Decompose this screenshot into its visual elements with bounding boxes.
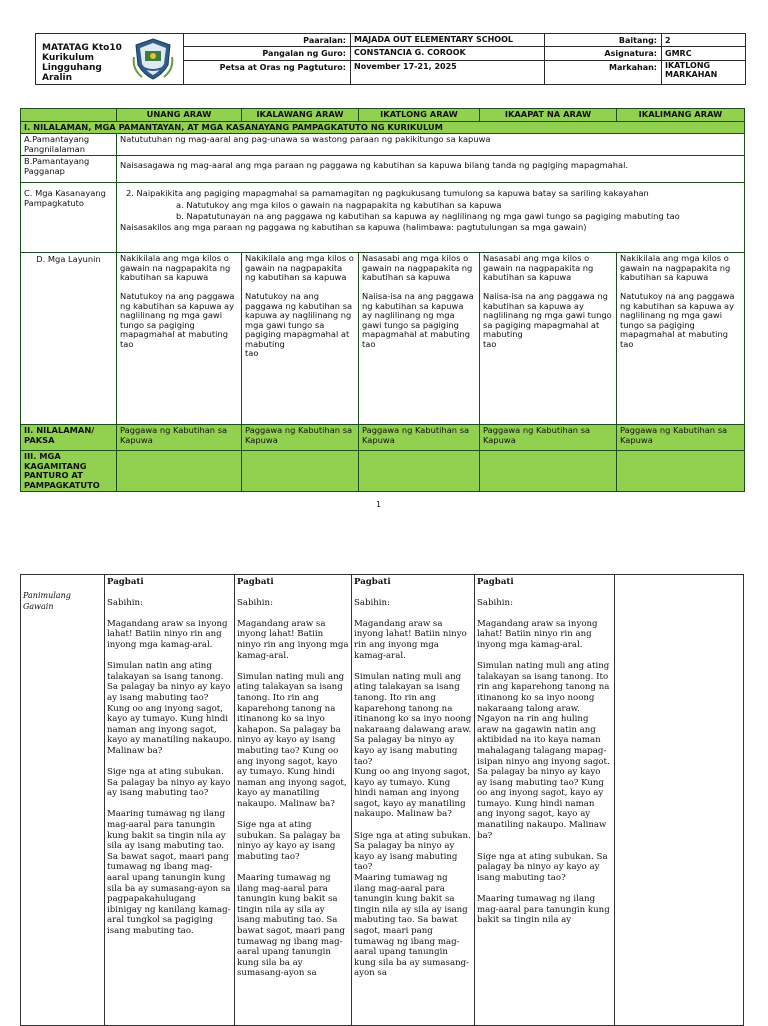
objective-day2: Nakikilala ang mga kilos o gawain na nagpapakita ng kabutihan sa kapuwa Natutukoy na ang paggawa ng kabutihan sa kapuwa ay naglilinang ng mga gawi tungo sa pagiging mapagmahal at mabuting tao xyxy=(242,253,359,425)
divider xyxy=(183,60,745,61)
divider xyxy=(661,34,662,84)
activity-heading: Pagbati xyxy=(354,577,391,587)
materials-day3 xyxy=(359,451,480,492)
day-header: IKAAPAT NA ARAW xyxy=(480,109,617,122)
row-label: C. Mga Kasanayang Pampagkatuto xyxy=(21,183,117,253)
divider xyxy=(350,34,351,84)
header-box xyxy=(35,33,746,85)
corner-cell xyxy=(21,109,117,122)
materials-day5 xyxy=(617,451,745,492)
activity-text-day4: Sabihin: Magandang araw sa inyong lahat! Batiin ninyo rin ang inyong mga kamag-aral. Simulan nating muli ang ating talakayan sa isang tanong. Ito rin ang kaparehong tanong na itinanong ko sa inyo noong nakaraang talong araw. Ngayon na rin ang huling araw na gagawin natin ang aktibidad na ito kaya naman mahalagang talagang mapag-isipan ninyo ang inyong sagot. Sa palagay ba ninyo ay kayo ay isang mabuting tao? Kung oo ang inyong sagot, kayo ay tumayo. Kung hindi naman ang inyong sagot, kayo ay manatiling nakaupo. Malinaw ba? Sige nga at ating subukan. Sa palagay ba ninyo ay kayo ay isang mabuting tao? Maaring tumawag ng ilang mag-aaral para tanungin kung bakit sa tingin nila ay xyxy=(477,597,610,926)
activity-day3 xyxy=(352,575,475,1026)
content-standard: Natututuhan ng mag-aaral ang pag-unawa sa wastong paraan ng pakikitungo sa kapuwa xyxy=(117,134,745,156)
activity-day4 xyxy=(475,575,615,1026)
quarter-value: IKATLONG MARKAHAN xyxy=(665,61,718,79)
activity-stage-label: Panimulang Gawain xyxy=(23,591,71,611)
grade-value: 2 xyxy=(665,36,671,45)
day-header: IKALIMANG ARAW xyxy=(617,109,745,122)
row-label: A.Pamantayang Pangnilalaman xyxy=(21,134,117,156)
quarter-label: Markahan: xyxy=(608,63,657,72)
section-one-heading: I. NILALAMAN, MGA PAMANTAYAN, AT MGA KASANAYANG PAMPAGKATUTO NG KURIKULUM xyxy=(21,121,745,134)
school-label: Paaralan: xyxy=(303,36,346,45)
subject-label: Asignatura: xyxy=(604,49,657,58)
divider xyxy=(544,34,545,84)
materials-day4 xyxy=(480,451,617,492)
divider xyxy=(183,46,745,47)
row-label: B.Pamantayang Pagganap xyxy=(21,156,117,183)
learning-competencies xyxy=(117,183,745,253)
materials-day1 xyxy=(117,451,242,492)
objective-day1: Nakikilala ang mga kilos o gawain na nagpapakita ng kabutihan sa kapuwa Natutukoy na ang paggawa ng kabutihan sa kapuwa ay naglilinang ng mga gawi tungo sa pagiging mapagmahal at mabuting tao xyxy=(117,253,242,425)
activity-heading: Pagbati xyxy=(237,577,274,587)
materials-day2 xyxy=(242,451,359,492)
activity-text-day2: Sabihin: Magandang araw sa inyong lahat! Batiin ninyo rin ang inyong mga kamag-aral. Simulan nating muli ang ating talakayan sa isang tanong. Ito rin ang kaparehong tanong na itinanong ko sa inyo kahapon. Sa palagay ba ninyo ay kayo ay isang mabuting tao? Kung oo ang inyong sagot, kayo ay tumayo. Kung hindi naman ang inyong sagot, kayo ay manatiling nakaupo. Malinaw ba? Sige nga at ating subukan. Sa palagay ba ninyo ay kayo ay isang mabuting tao? Maaring tumawag ng ilang mag-aaral para tanungin kung bakit sa tingin nila ay sila ay isang mabuting tao. Sa bawat sagot, maari pang tumawag ng ibang mag-aaral upang tanungin kung sila ba ay sumasang-ayon sa xyxy=(237,597,349,979)
competency-main: 2. Naipakikita ang pagiging mapagmahal sa pamamagitan ng pagkukusang tumulong sa kapuwa batay sa sariling kakayahan xyxy=(126,188,649,198)
activity-day2 xyxy=(235,575,352,1026)
page-number: 1 xyxy=(376,500,382,509)
date-label: Petsa at Oras ng Pagtuturo: xyxy=(219,63,346,72)
divider xyxy=(183,34,184,84)
subject-value: GMRC xyxy=(665,49,692,58)
performance-standard: Naisasagawa ng mag-aaral ang mga paraan ng paggawa ng kabutihan sa kapuwa bilang tanda ng pagiging mapagmahal. xyxy=(117,156,745,183)
topic-day5: Paggawa ng Kabutihan sa Kapuwa xyxy=(617,425,745,451)
teacher-label: Pangalan ng Guro: xyxy=(262,49,346,58)
activity-heading: Pagbati xyxy=(477,577,514,587)
teacher-value: CONSTANCIA G. COROOK xyxy=(354,48,466,57)
objective-day5: Nakikilala ang mga kilos o gawain na nagpapakita ng kabutihan sa kapuwa Natutukoy na ang paggawa ng kabutihan sa kapuwa ay naglilinang ng mga gawi tungo sa pagiging mapagmahal at mabuting tao xyxy=(617,253,745,425)
objective-day3: Nasasabi ang mga kilos o gawain na nagpapakita ng kabutihan sa kapuwa Naiisa-isa na ang paggawa ng kabutihan sa kapuwa ay naglilinang ng mga gawi tungo sa pagiging mapagmahal at mabuting tao xyxy=(359,253,480,425)
activity-day5 xyxy=(615,575,744,1026)
day-header: UNANG ARAW xyxy=(117,109,242,122)
competency-c: Naisasakilos ang mga paraan ng paggawa ng kabutihan sa kapuwa (halimbawa: pagtutulungan sa mga gawain) xyxy=(120,221,587,232)
topic-day1: Paggawa ng Kabutihan sa Kapuwa xyxy=(117,425,242,451)
topic-day2: Paggawa ng Kabutihan sa Kapuwa xyxy=(242,425,359,451)
competency-a: a. Natutukoy ang mga kilos o gawain na nagpapakita ng kabutihan sa kapuwa xyxy=(176,199,502,210)
date-value: November 17-21, 2025 xyxy=(354,62,457,71)
document-title: MATATAG Kto10 Kurikulum Lingguhang Aralin xyxy=(42,43,122,83)
activity-text-day1: Sabihin: Magandang araw sa inyong lahat! Batiin ninyo rin ang inyong mga kamag-aral. Simulan natin ang ating talakayan sa isang tanong. Sa palagay ba ninyo ay kayo ay isang mabuting tao? Kung oo ang inyong sagot, kayo ay tumayo. Kung hindi naman ang inyong sagot, kayo ay manatiling nakaupo. Malinaw ba? Sige nga at ating subukan. Sa palagay ba ninyo ay kayo ay isang mabuting tao? Maaring tumawag ng ilang mag-aaral para tanungin kung bakit sa tingin nila ay sila ay isang mabuting tao. Sa bawat sagot, maari pang tumawag ng ibang mag-aaral upang tanungin kung sila ba ay sumasang-ayon sa pagpapakahulugang ibinigay ng kanilang kamag-aral tungkol sa pagiging isang mabuting tao. xyxy=(107,597,232,936)
section-two-label: II. NILALAMAN/ PAKSA xyxy=(21,425,117,451)
activity-heading: Pagbati xyxy=(107,577,144,587)
lesson-plan-table xyxy=(20,108,745,492)
objective-day4: Nasasabi ang mga kilos o gawain na nagpapakita ng kabutihan sa kapuwa Naiisa-isa na ang paggawa ng kabutihan sa kapuwa ay naglilinang ng mga gawi tungo sa pagiging mapagmahal at mabuting tao xyxy=(480,253,617,425)
activity-day1 xyxy=(105,575,235,1026)
day-header: IKALAWANG ARAW xyxy=(242,109,359,122)
grade-label: Baitang: xyxy=(618,36,657,45)
activities-table xyxy=(20,574,744,1026)
activity-text-day3: Sabihin: Magandang araw sa inyong lahat! Batiin ninyo rin ang inyong mga kamag-aral. Simulan nating muli ang ating talakayan sa isang tanong. Ito rin ang kaparehong tanong na itinanong ko sa inyo noong nakaraang dalawang araw. Sa palagay ba ninyo ay kayo ay isang mabuting tao? Kung oo ang inyong sagot, kayo ay tumayo. Kung hindi naman ang inyong sagot, kayo ay manatiling nakaupo. Malinaw ba? Sige nga at ating subukan. Sa palagay ba ninyo ay kayo ay isang mabuting tao? Maaring tumawag ng ilang mag-aaral para tanungin kung bakit sa tingin nila ay sila ay isang mabuting tao. Sa bawat sagot, maari pang tumawag ng ibang mag-aaral upang tanungin kung sila ba ay sumasang-ayon sa xyxy=(354,597,472,979)
competency-b: b. Napatutunayan na ang paggawa ng kabutihan sa kapuwa ay naglilinang ng mga gawi tungo sa pagiging mabuting tao xyxy=(176,211,680,221)
day-header: IKATLONG ARAW xyxy=(359,109,480,122)
section-three-label: III. MGA KAGAMITANG PANTURO AT PAMPAGKATUTO xyxy=(21,451,117,492)
school-value: MAJADA OUT ELEMENTARY SCHOOL xyxy=(354,35,513,44)
topic-day3: Paggawa ng Kabutihan sa Kapuwa xyxy=(359,425,480,451)
school-seal-logo xyxy=(132,37,174,81)
row-label: D. Mga Layunin xyxy=(21,253,117,425)
activity-stage-cell xyxy=(21,575,105,1026)
topic-day4: Paggawa ng Kabutihan sa Kapuwa xyxy=(480,425,617,451)
